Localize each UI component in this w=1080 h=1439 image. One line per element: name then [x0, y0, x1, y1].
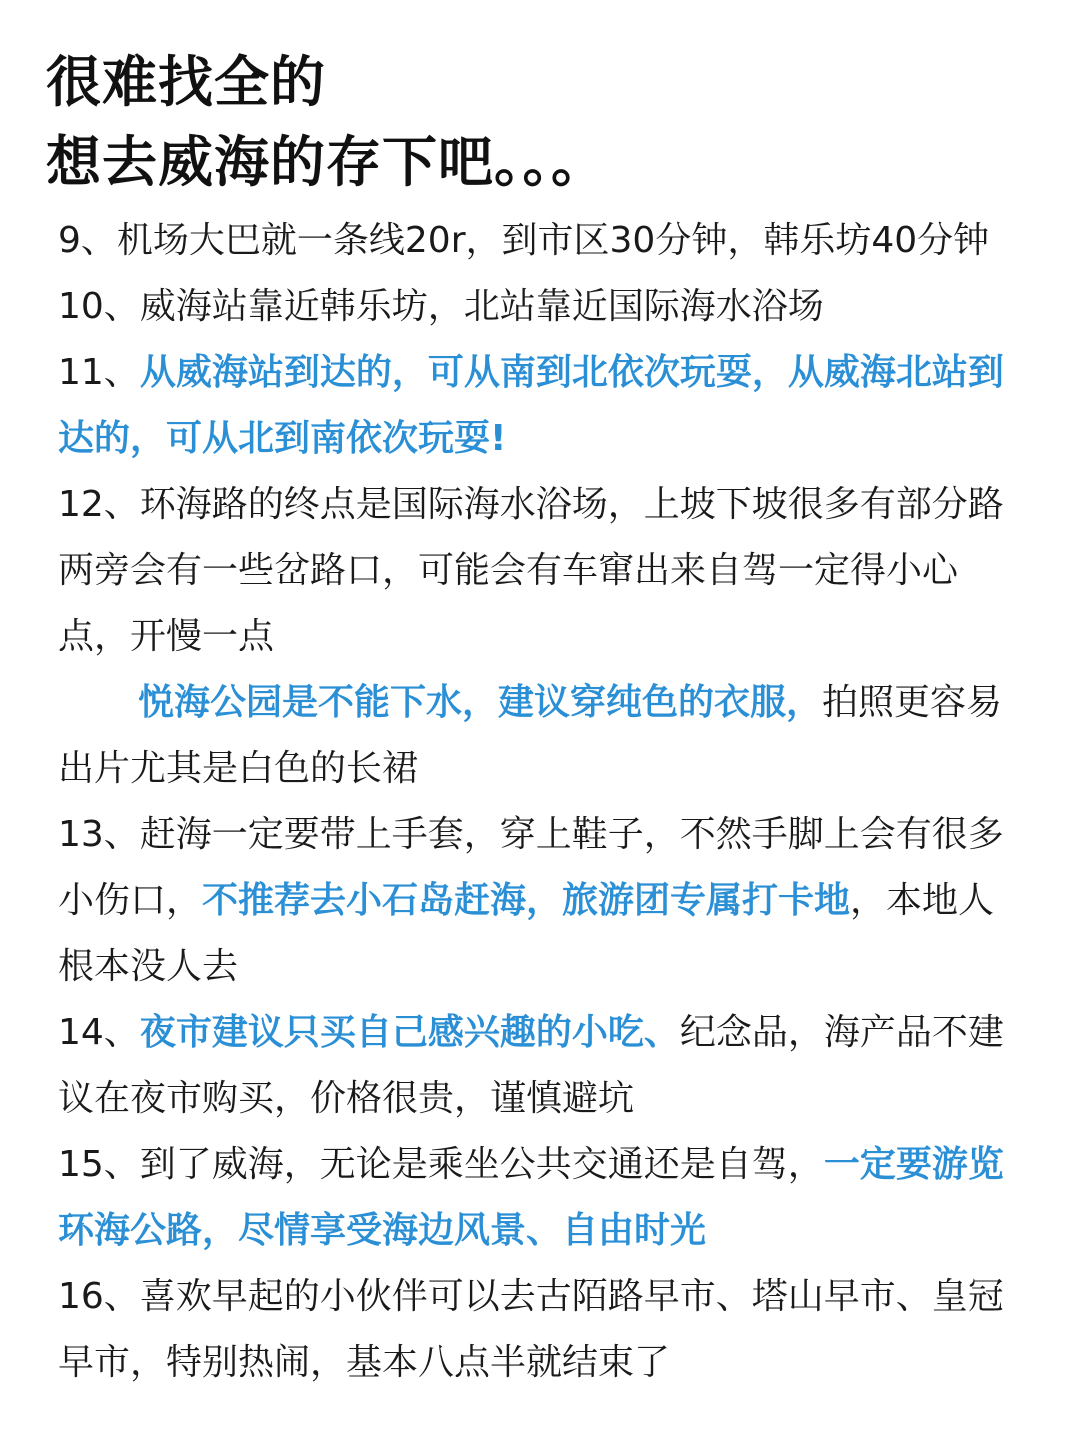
title-line-2: 想去威海的存下吧。。。 — [46, 130, 608, 194]
tip-text: 纪念品，海产品不建议在夜市购买，价格很贵，谨慎避坑 — [58, 1012, 1004, 1119]
tip-text: 12、环海路的终点是国际海水浴场，上坡下坡很多有部分路两旁会有一些岔路口，可能会有车窜出来自驾一定得小心点，开慢一点 — [58, 484, 1004, 657]
tip-text: 14、 — [58, 1012, 140, 1053]
tip-10 — [58, 274, 1018, 340]
tip-text: 拍照更容易出片尤其是白色的长裙 — [58, 682, 1003, 789]
tip-text: 15、到了威海，无论是乘坐公共交通还是自驾， — [58, 1144, 824, 1185]
title-line-1: 很难找全的 — [46, 50, 327, 114]
tip-16 — [58, 1264, 1018, 1396]
tip-14 — [58, 1000, 1018, 1132]
tip-highlight: 一定要游览环海公路，尽情享受海边风景、自由时光 — [58, 1144, 1004, 1251]
tip-12-note — [58, 670, 1018, 802]
tip-text: ，本地人根本没人去 — [58, 880, 995, 987]
tip-11 — [58, 340, 1018, 472]
tips-list — [58, 208, 1018, 1396]
tip-highlight: 从威海站到达的，可从南到北依次玩耍，从威海北站到达的，可从北到南依次玩耍! — [58, 352, 1004, 459]
tip-text: 16、喜欢早起的小伙伴可以去古陌路早市、塔山早市、皇冠早市，特别热闹，基本八点半就结束了 — [58, 1276, 1004, 1383]
tip-highlight: 夜市建议只买自己感兴趣的小吃、 — [139, 1012, 680, 1053]
tip-highlight: 不推荐去小石岛赶海，旅游团专属打卡地 — [202, 880, 851, 921]
tip-highlight: 悦海公园是不能下水，建议穿纯色的衣服， — [138, 682, 823, 723]
page-title — [46, 42, 607, 202]
tip-text: 9、机场大巴就一条线20r，到市区30分钟，韩乐坊40分钟 — [58, 220, 990, 261]
tip-15 — [58, 1132, 1018, 1264]
tip-text: 10、威海站靠近韩乐坊，北站靠近国际海水浴场 — [58, 286, 824, 327]
tip-9 — [58, 208, 1018, 274]
tip-text: 11、 — [58, 352, 140, 393]
tip-12 — [58, 472, 1018, 670]
tip-13 — [58, 802, 1018, 1000]
tip-text: 13、赶海一定要带上手套，穿上鞋子，不然手脚上会有很多小伤口， — [58, 814, 1004, 921]
